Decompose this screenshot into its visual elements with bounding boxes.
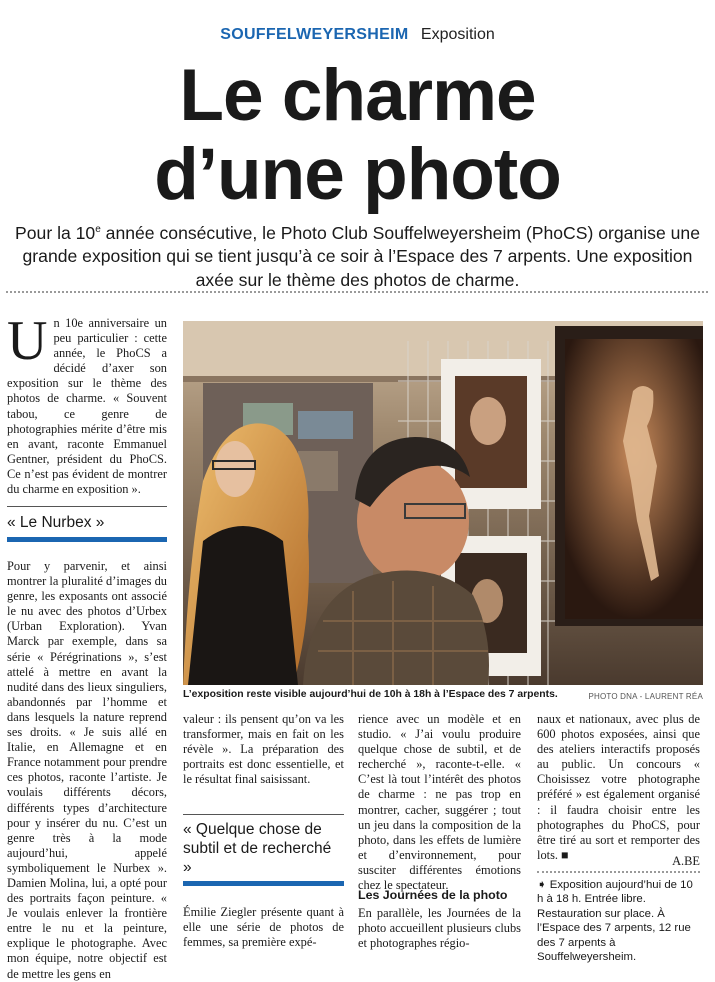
photo-credit: PHOTO DNA - LAURENT RÉA [588,692,703,701]
lead-paragraph: Pour la 10e année consécutive, le Photo Club Souffelweyersheim (PhoCS) organise une grande exposition qui se tient jusqu’à ce soir à l’Espace des 7 arpents. Une exposition axée sur le thème des photos de charme. [15,222,700,290]
section-divider [6,291,708,293]
column-4-body: naux et nationaux, avec plus de 600 photos exposées, ainsi que des ateliers interactifs proposés au public. Un concours « Choisissez votre photographe préféré » est également organisé : il faudra choisir entre les photographes du PhoCS, pour être tiré au sort et remporter des lots. ■ [537,712,700,862]
column-3-body-2: En parallèle, les Journées de la photo accueillent plusieurs clubs et photographes régio- [358,906,521,951]
column-3-body: rience avec un modèle et en studio. « J’ai voulu produire quelque chose de subtil, et de recherché », raconte-t-elle. « C’est là tout l’intérêt des photos de charme : ne pas trop en montrer, cacher, suggérer ; tout un jeu dans la composition de la photo, dans les effets de lumière et d’environnement, pour susciter différentes émotions chez le spectateur. [358,712,521,893]
caption-text: L’exposition reste visible aujourd’hui de 10h à 18h à l’Espace des 7 arpents. [183,689,558,700]
column-1-body: Pour y parvenir, et ainsi montrer la pluralité d’images du genre, les exposants ont associé le nu avec des photos d’Urbex (Urban Exploration). Yvan Marck par exemple, dans sa série « Pérégrinations », s’est attelé à mettre en avant la nudité dans des lieux singuliers, abandonnés par l’homme et dans lesquels la nature reprend ses droits. « Je suis allé en Italie, en Allemagne et en France notamment pour prendre ces photos, raconte l’artiste. Je voulais différents décors, différents types d’architecture pour y insérer du nu. C’est un genre très à la mode aujourd’hui, appelé symboliquement le Nurbex ». Damien Molina, lui, a opté pour des portraits façon peinture. « Je voulais enlever la frontière entre le nu et la peinture, explique le photographe. Avec mon équipe, notre objectif est de mettre les gens en [7,559,167,981]
column-2-body: valeur : ils pensent qu’on va les transformer, mais en fait on les révèle ». La préparation des portraits est donc essentielle, et le résultat final saisissant. [183,712,344,787]
kicker [0,26,715,44]
arrow-icon: ➧ [537,879,547,891]
info-divider [537,871,700,873]
photo-illustration [183,321,703,685]
drop-cap: U [7,310,48,372]
location-label: SOUFFELWEYERSHEIM [220,26,409,43]
subhead-nurbex: « Le Nurbex » [7,506,167,542]
photo-caption [183,688,703,703]
headline-line2: d’une photo [154,134,561,215]
headline [0,56,715,214]
article-intro: Un 10e anniversaire un peu particulier : cette année, le PhoCS a décidé d’axer son exposition sur le thème des photos de charme. « Souvent tabou, ce genre de photographies mérite d’être mis en avant, raconte Emmanuel Gentner, président du PhoCS. Ce n’est pas évident de montrer du charme en exposition ». [7,310,167,497]
end-mark: ■ [561,847,569,862]
info-box: ➧ Exposition aujourd’hui de 10 h à 18 h. Entrée libre. Restauration sur place. À l’Espace des 7 arpents, 12 rue des 7 arpents à Souffelweyersheim. [537,879,693,964]
author-signature: A.BE [672,854,700,868]
subhead-journees: Les Journées de la photo [358,888,508,902]
subhead-subtil: « Quelque chose de subtil et de recherché » [183,814,344,886]
column-2-body-2: Émilie Ziegler présente quant à elle une série de photos de femmes, sa première expé- [183,905,344,950]
headline-line1: Le charme [179,55,536,136]
section-label: Exposition [420,26,495,43]
exhibition-photo [183,321,703,685]
